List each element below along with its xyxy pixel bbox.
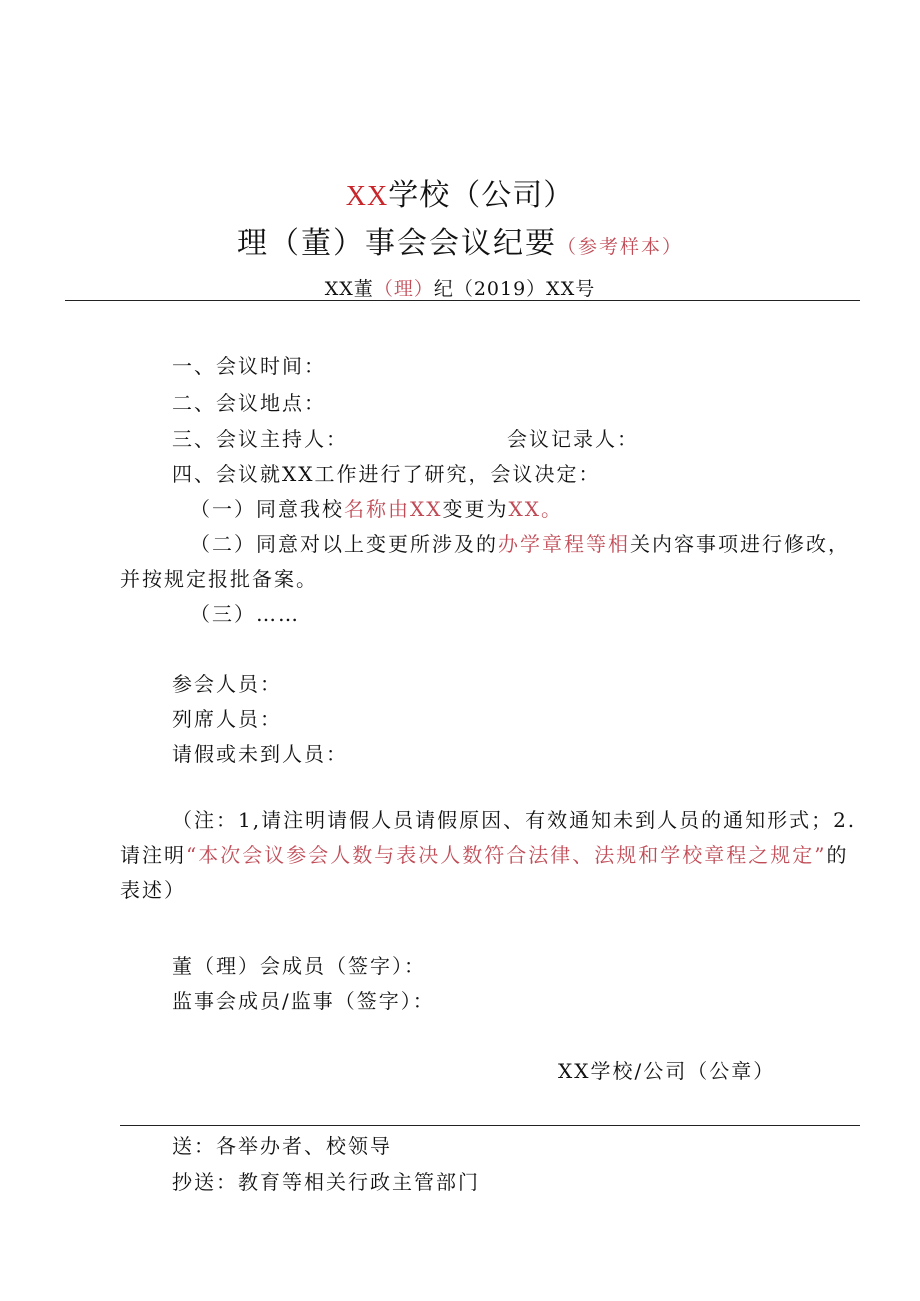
decision-2-text-b: 关内容事项进行修改， xyxy=(630,532,850,556)
decision-1-text-b: 变更为 xyxy=(442,497,509,521)
note-highlight: “本次会议参会人数与表决人数符合法律、法规和学校章程之规定” xyxy=(186,843,827,867)
docno-prefix: XX董 xyxy=(324,278,374,300)
meeting-recorder-label: 会议记录人： xyxy=(507,427,639,451)
attendees-label: 参会人员： xyxy=(172,672,282,696)
decision-2-highlight: 办学章程等相 xyxy=(498,532,630,556)
title-line-2 xyxy=(0,218,920,262)
official-seal-label: XX学校/公司（公章） xyxy=(558,1059,776,1083)
meeting-time-label: 一、会议时间： xyxy=(172,354,326,378)
decision-1-highlight-a: 名称由XX xyxy=(344,497,443,521)
meeting-host-label: 三、会议主持人： xyxy=(172,427,348,451)
note-paragraph xyxy=(120,803,865,908)
note-text-b: 的表述） xyxy=(120,843,849,902)
distribution-cc: 抄送：教育等相关行政主管部门 xyxy=(172,1170,480,1194)
decision-2-line-1 xyxy=(190,528,850,557)
title-line-1 xyxy=(0,170,920,214)
sample-label: （参考样本） xyxy=(556,236,683,258)
document-number xyxy=(0,274,920,301)
supervisor-signature-label: 监事会成员/监事（签字）： xyxy=(172,989,435,1013)
header-divider xyxy=(65,300,860,301)
decision-1 xyxy=(190,493,563,522)
board-signature-label: 董（理）会成员（签字）： xyxy=(172,954,426,978)
title-school-suffix: 学校（公司） xyxy=(388,178,575,213)
note-text-a: （注：1,请注明请假人员请假原因、有效通知未到人员的通知形式；2.请注明 xyxy=(120,808,857,867)
observers-label: 列席人员： xyxy=(172,707,282,731)
footer-divider xyxy=(120,1125,860,1126)
meeting-location-label: 二、会议地点： xyxy=(172,391,326,415)
docno-highlight: （理） xyxy=(373,278,434,300)
title-school-placeholder: XX xyxy=(345,181,389,212)
document-title: 理（董）事会会议纪要 xyxy=(236,226,557,261)
decision-3: （三）…… xyxy=(190,602,300,626)
decision-1-text: （一）同意我校 xyxy=(190,497,344,521)
decision-1-highlight-b: XX。 xyxy=(508,497,563,521)
decision-2-line-2: 并按规定报批备案。 xyxy=(120,567,318,591)
meeting-decision-intro: 四、会议就XX工作进行了研究，会议决定： xyxy=(172,462,601,486)
distribution-to: 送：各举办者、校领导 xyxy=(172,1134,392,1158)
docno-suffix: 纪（2019）XX号 xyxy=(433,278,596,300)
absentees-label: 请假或未到人员： xyxy=(172,742,348,766)
decision-2-text: （二）同意对以上变更所涉及的 xyxy=(190,532,498,556)
